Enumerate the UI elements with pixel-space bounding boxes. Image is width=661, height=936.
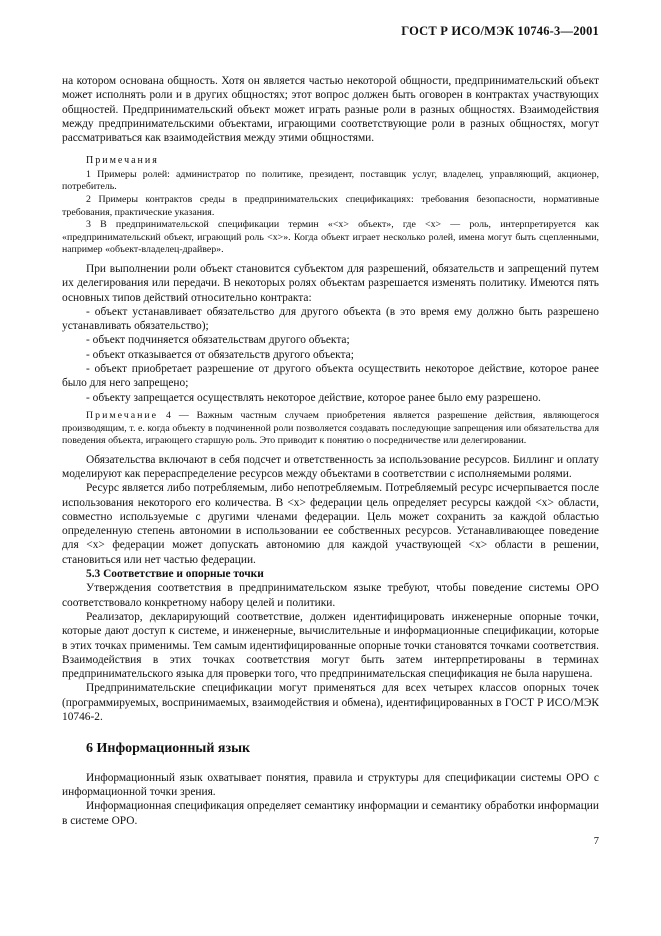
page-body — [62, 74, 599, 828]
note-4-text: 4 — Важным частным случаем приобретения является разрешение действия, являющегося производящим, т. е. когда объекту в подчиненной роли позволяется создавать последующие запрещения или обязательства для поведения объекта, играющего старшую роль. Это приводит к понятию о посредничестве или делегировании. — [62, 409, 599, 447]
note-4 — [62, 410, 599, 448]
paragraph-roles: При выполнении роли объект становится субъектом для разрешений, обязательств и запрещений путем их делегирования или передачи. В некоторых ролях объектам разрешается изменять политику. Имеются пять основных типов действий относительно контракта: — [62, 262, 599, 304]
note-4-label: Примечание — [86, 409, 159, 421]
bullet-item: - объекту запрещается осуществлять некоторое действие, которое ранее было ему разрешено. — [86, 391, 541, 404]
paragraph-info-1: Информационный язык охватывает понятия, правила и структуры для спецификации системы ОРО с информационной точки зрения. — [62, 771, 599, 798]
paragraph-implementor: Реализатор, декларирующий соответствие, должен идентифицировать инженерные опорные точки, которые дают доступ к системе, и инженерные, вычислительные и информационные спецификации, которые в этих точках применимы. Тем самым идентифицированные опорные точки становятся точками соответствия. Взаимодействия в этих точках соответствия могут быть затем интерпретированы в терминах предпринимательского языка для проверки того, что предпринимательская спецификация не была нарушена. — [62, 610, 599, 681]
paragraph-intro: на котором основана общность. Хотя он является частью некоторой общности, предпринимательский объект может исполнять роли и в других общностях; этот вопрос должен быть оговорен в контрактах участвующих общностей. Предпринимательский объект может играть разные роли в разных общностях. Взаимодействия между предпринимательскими объектами, играющими соответствующие роли в разных общностях, могут рассматриваться как взаимодействия между этими общностями. — [62, 75, 599, 145]
paragraph-conformance: Утверждения соответствия в предпринимательском языке требуют, чтобы поведение системы ОРО соответствовало конкретному набору целей и политики. — [62, 582, 599, 609]
note-3: 3 В предпринимательской спецификации термин «<x> объект», где <x> — роль, интерпретируется как «предпринимательский объект, играющий роль <x>». Когда объект играет несколько ролей, имена могут быть сцепленными, например «объект-владелец-драйвер». — [62, 219, 599, 256]
subsection-heading: 5.3 Соответствие и опорные точки — [86, 568, 264, 581]
document-header: ГОСТ Р ИСО/МЭК 10746-3—2001 — [401, 24, 599, 38]
paragraph-resource: Ресурс является либо потребляемым, либо непотребляемым. Потребляемый ресурс исчерпывается после использования некоторого его количества. В <x> федерации цель определяет ресурсы каждой <x> области, совместно используемые с другими членами федерации. Цель может сохранить за каждой областью определенную степень автономии в использовании ее собственных ресурсов. Устанавливающее поведение для <x> федерации может допускать автономию для каждой участвующей <x> области в решении, становиться или нет частью федерации. — [62, 482, 599, 566]
notes-heading: Примечания — [86, 155, 159, 167]
bullet-item: - объект подчиняется обязательствам другого объекта; — [86, 334, 350, 347]
paragraph-classes: Предпринимательские спецификации могут применяться для всех четырех классов опорных точек (программируемых, воспринимаемых, взаимодействия и обмена), идентифицированных в ГОСТ Р ИСО/МЭК 10746-2. — [62, 682, 599, 724]
bullet-item: - объект устанавливает обязательство для другого объекта (в это время ему должно быть разрешено устанавливать обязательство); — [62, 305, 599, 333]
note-1: 1 Примеры ролей: администратор по политике, президент, поставщик услуг, владелец, управляющий, акционер, потребитель. — [62, 168, 599, 193]
section-heading: 6 Информационный язык — [86, 741, 251, 757]
note-2: 2 Примеры контрактов среды в предпринимательских спецификациях: требования безопасности, нормативные требования, практические указания. — [62, 193, 599, 218]
bullet-item: - объект приобретает разрешение от другого объекта осуществить некоторое действие, которое ранее было для него запрещено; — [62, 363, 599, 390]
paragraph-info-2: Информационная спецификация определяет семантику информации и семантику обработки информации в системе ОРО. — [62, 800, 599, 827]
paragraph-obligations: Обязательства включают в себя подсчет и ответственность за использование ресурсов. Биллинг и оплату моделируют как перераспределение ресурсов между объектами в соответствии с исполняемыми ролями. — [62, 453, 599, 480]
bullet-item: - объект отказывается от обязательств другого объекта; — [86, 348, 354, 361]
page-number: 7 — [593, 836, 599, 847]
